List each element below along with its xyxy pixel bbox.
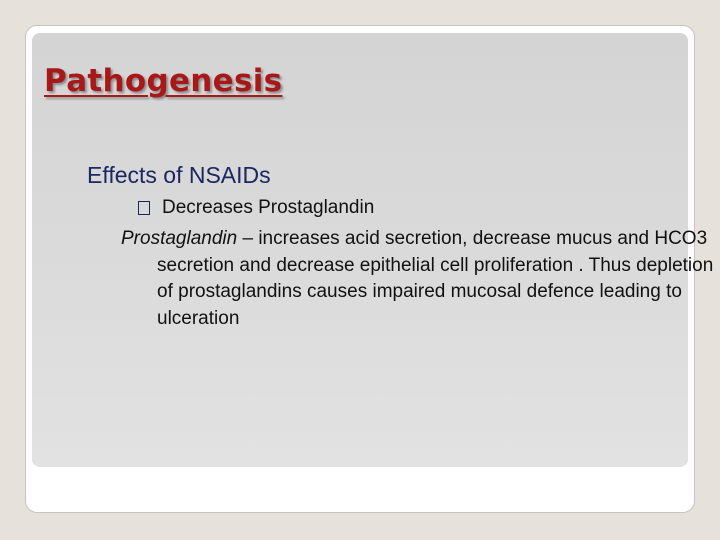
body-paragraph — [121, 226, 717, 332]
paragraph-lead: Prostaglandin — [121, 228, 238, 249]
square-bullet-icon — [138, 201, 150, 215]
bullet-text: Decreases Prostaglandin — [162, 197, 375, 218]
paragraph-body: – increases acid secretion, decrease mucus and HCO3 secretion and decrease epithelial cell proliferation . Thus depletion of prostaglandins causes impaired mucosal defence leading to ulceration — [157, 228, 714, 329]
section-subheading: Effects of NSAIDs — [87, 162, 271, 188]
slide-title: Pathogenesis — [44, 63, 283, 99]
bullet-item — [138, 197, 374, 219]
